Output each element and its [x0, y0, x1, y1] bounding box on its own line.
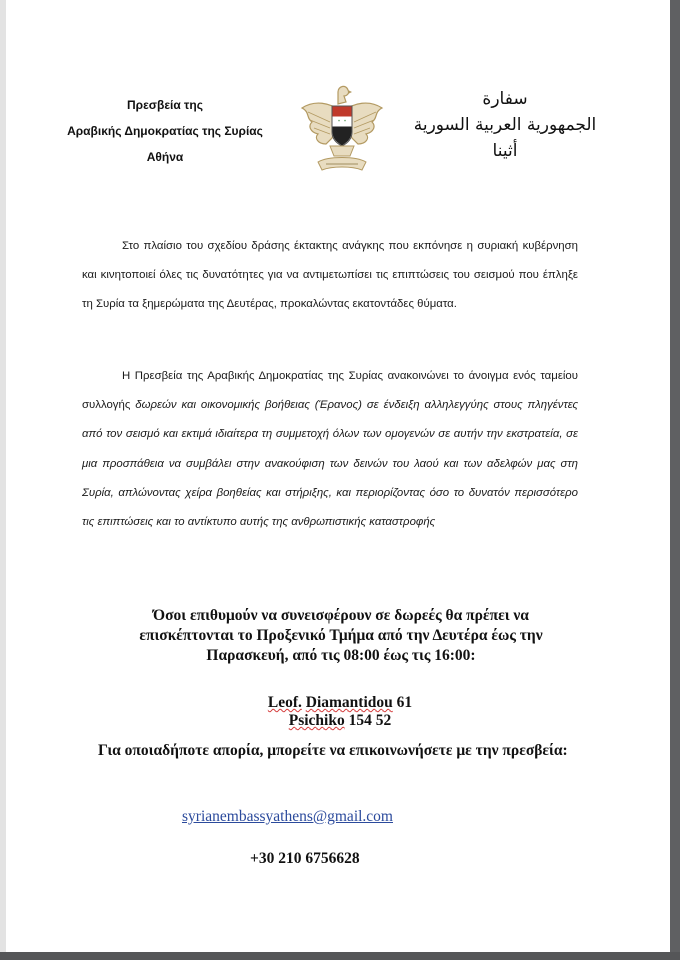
hawk-of-qureish-emblem-icon: [300, 82, 384, 178]
address-street-number: 61: [396, 694, 413, 711]
contact-email-link[interactable]: syrianembassyathens@gmail.com: [182, 808, 393, 825]
contact-phone: +30 210 6756628: [250, 850, 360, 867]
contact-prompt: Για οποιαδήποτε απορία, μπορείτε να επικοινωνήσετε με την πρεσβεία:: [98, 742, 568, 759]
embassy-header-arabic: [400, 86, 610, 164]
embassy-header-greek: [40, 92, 290, 170]
header-greek-line: Πρεσβεία της: [127, 98, 203, 112]
contribution-instructions: Όσοι επιθυμούν να συνεισφέρουν σε δωρεές θα πρέπει να επισκέπτονται το Προξενικό Τμήμα από την Δευτέρα έως την Παρασκευή, από τις 08:00 έως τις 16:00:: [139, 607, 543, 664]
address-street-prefix: Leof.: [267, 694, 302, 711]
consular-address: [200, 694, 480, 730]
header-arabic-line: سفارة: [482, 89, 528, 109]
header-arabic-line: الجمهورية العربية السورية: [413, 115, 597, 135]
address-city: Psichiko: [288, 712, 345, 729]
paragraph-donation-fund-intro: Η Πρεσβεία της Αραβικής Δημοκρατίας της Συρίας ανακοινώνει το άνοιγμα ενός ταμείου συλλογής: [82, 370, 578, 412]
address-postcode: 154 52: [348, 712, 392, 729]
address-street-name: Diamantidou: [305, 694, 393, 711]
paragraph-donation-fund-body: δωρεών και οικονομικής βοήθειας (Έρανος) σε ένδειξη αλληλεγγύης στους πληγέντες από τον σεισμό και εκτιμά ιδιαίτερα τη συμμετοχή όλων των ομογενών σε αυτήν την εκστρατεία, σε μια προσπάθεια να συμβάλει στην ανακούφιση των δεινών του λαού και των αδελφών μας στη Συρία, απλώνοντας χείρα βοηθείας και στήριξης, και περιορίζοντας όσο το δυνατόν περισσότερο τις επιπτώσεις και το αντίκτυπο αυτής της ανθρωπιστικής καταστροφής: [82, 399, 578, 529]
address-street: [200, 694, 480, 712]
header-greek-line: Αραβικής Δημοκρατίας της Συρίας: [67, 124, 263, 138]
paragraph-earthquake-context: Στο πλαίσιο του σχεδίου δράσης έκτακτης ανάγκης που εκπόνησε η συριακή κυβέρνηση και κινητοποιεί όλες τις δυνατότητες για να αντιμετωπίσει τις επιπτώσεις του σεισμού που έπληξε τη Συρία τα ξημερώματα της Δευτέρας, προκαλώντας εκατοντάδες θύματα.: [82, 240, 578, 311]
header-greek-line: Αθήνα: [146, 150, 184, 164]
header-arabic-line: أثينا: [492, 141, 518, 161]
paragraph-donation-fund: [82, 362, 578, 537]
address-city-line: [200, 712, 480, 730]
scan-bottom-edge: [0, 952, 680, 960]
